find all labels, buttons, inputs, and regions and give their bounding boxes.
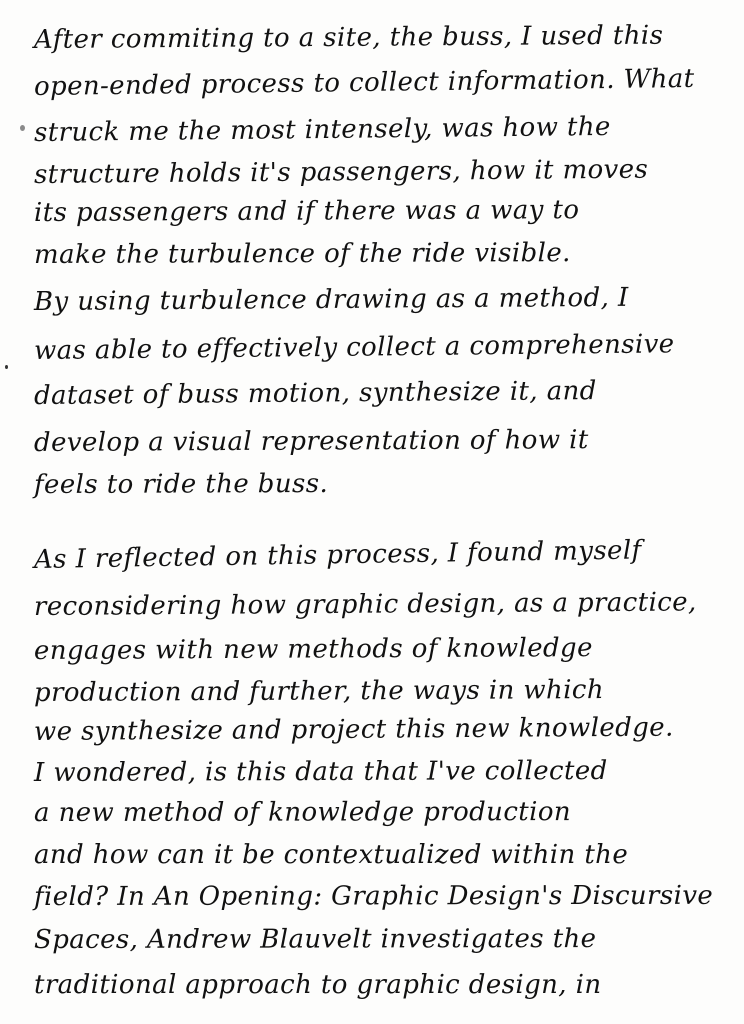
text-line: After commiting to a site, the buss, I used this [33, 20, 664, 55]
text-line: open-ended process to collect information. What [33, 63, 695, 102]
text-line: feels to ride the buss. [33, 468, 329, 500]
text-line: was able to effectively collect a comprehensive [33, 329, 675, 366]
text-line: production and further, the ways in which [33, 675, 605, 708]
text-line: I wondered, is this data that I've collected [33, 755, 608, 788]
text-line: By using turbulence drawing as a method, I [33, 282, 629, 317]
text-line: dataset of buss motion, synthesize it, and [33, 376, 597, 411]
text-line: structure holds it's passengers, how it moves [33, 154, 649, 190]
text-line: As I reflected on this process, I found myself [33, 535, 642, 575]
text-line: reconsidering how graphic design, as a practice, [33, 587, 697, 622]
text-line: and how can it be contextualized within the [34, 840, 629, 870]
text-line: engages with new methods of knowledge [33, 633, 593, 666]
text-line: traditional approach to graphic design, in [34, 970, 602, 1000]
text-line: struck me the most intensely, was how the [33, 111, 611, 148]
margin-dot [5, 365, 8, 369]
text-line: a new method of knowledge production [33, 797, 572, 828]
text-line: its passengers and if there was a way to [33, 195, 580, 228]
text-line: field? In An Opening: Graphic Design's Discursive [33, 880, 714, 912]
text-line: we synthesize and project this new knowledge. [33, 712, 674, 747]
text-line: Spaces, Andrew Blauvelt investigates the [33, 924, 597, 955]
text-line: develop a visual representation of how it [33, 425, 589, 458]
text-line: make the turbulence of the ride visible. [33, 238, 571, 270]
margin-dot [20, 125, 25, 131]
